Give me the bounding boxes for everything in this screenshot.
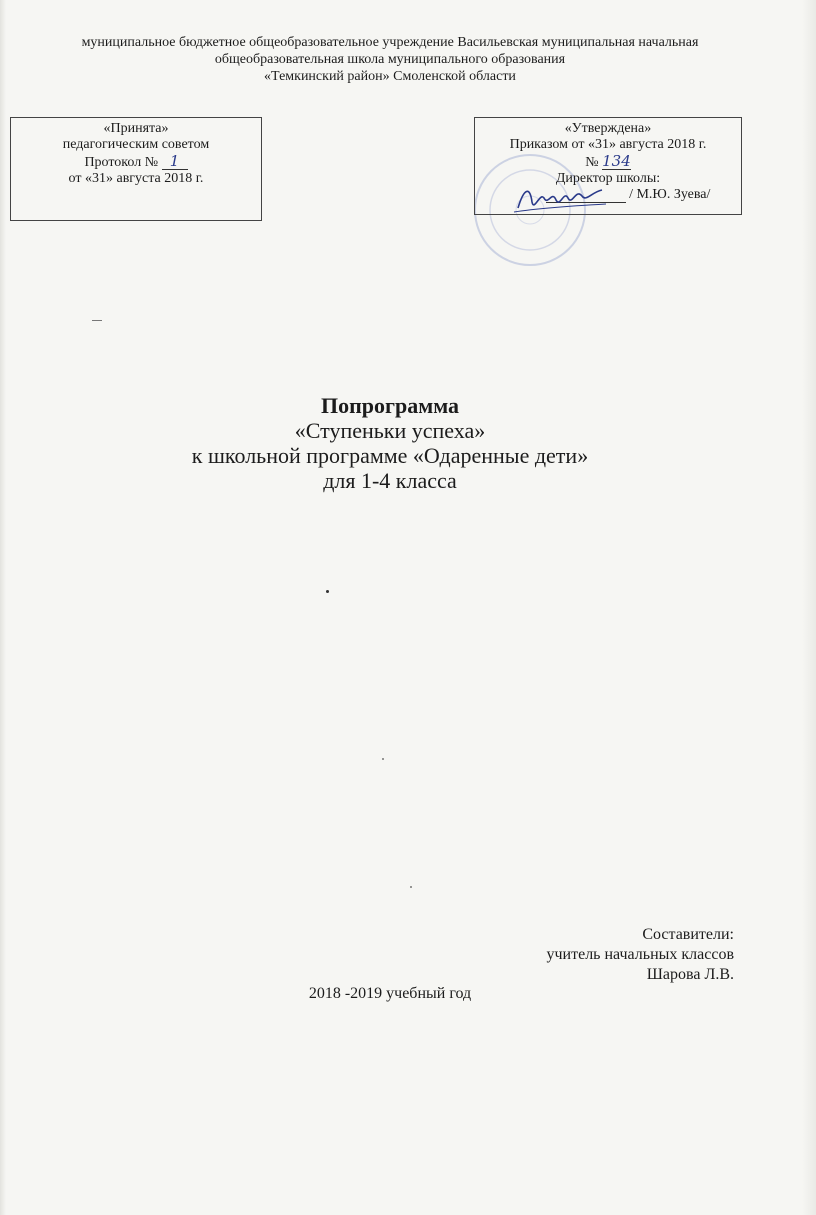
- protocol-number: 1: [162, 153, 188, 170]
- order-number-label: №: [585, 155, 599, 170]
- header-line-2: общеобразовательная школа муниципального образования: [214, 52, 566, 67]
- accepted-date: от «31» августа 2018 г.: [68, 171, 204, 186]
- scan-edge-right: [802, 0, 816, 1215]
- program-line-4: для 1-4 класса: [323, 468, 457, 493]
- accepted-protocol: [11, 153, 261, 171]
- approved-title: «Утверждена»: [564, 121, 652, 136]
- program-line-3: к школьной программе «Одаренные дети»: [191, 443, 589, 468]
- director-name: / М.Ю. Зуева/: [629, 187, 711, 202]
- scan-speck: [92, 320, 102, 321]
- stray-dot: [326, 590, 329, 593]
- authors-role: учитель начальных классов: [546, 946, 734, 963]
- scan-speck: [410, 886, 412, 888]
- authors-name: Шарова Л.В.: [646, 966, 734, 983]
- school-header: [0, 34, 780, 85]
- program-subtitle: «Ступеньки успеха»: [294, 418, 486, 443]
- director-label: Директор школы:: [555, 171, 661, 186]
- academic-year: 2018 -2019 учебный год: [308, 985, 472, 1002]
- program-title-block: [0, 393, 780, 493]
- program-title: Попрограмма: [320, 393, 460, 418]
- scan-speck: [382, 758, 384, 760]
- director-signature-icon: [510, 178, 610, 218]
- accepted-title: «Принята»: [103, 121, 169, 136]
- approved-order: Приказом от «31» августа 2018 г.: [509, 137, 707, 152]
- header-line-1: муниципальное бюджетное общеобразовательное учреждение Васильевская муниципальная начальная: [81, 35, 699, 50]
- authors-label: Составители:: [642, 926, 734, 943]
- accepted-council: педагогическим советом: [62, 137, 210, 152]
- scan-edge-left: [0, 0, 6, 1215]
- order-number: 134: [602, 152, 631, 170]
- accepted-box: [10, 117, 262, 221]
- approved-number: [475, 153, 741, 171]
- header-line-3: «Темкинский район» Смоленской области: [264, 69, 516, 84]
- authors-block: [546, 925, 734, 985]
- protocol-label: Протокол №: [84, 155, 159, 170]
